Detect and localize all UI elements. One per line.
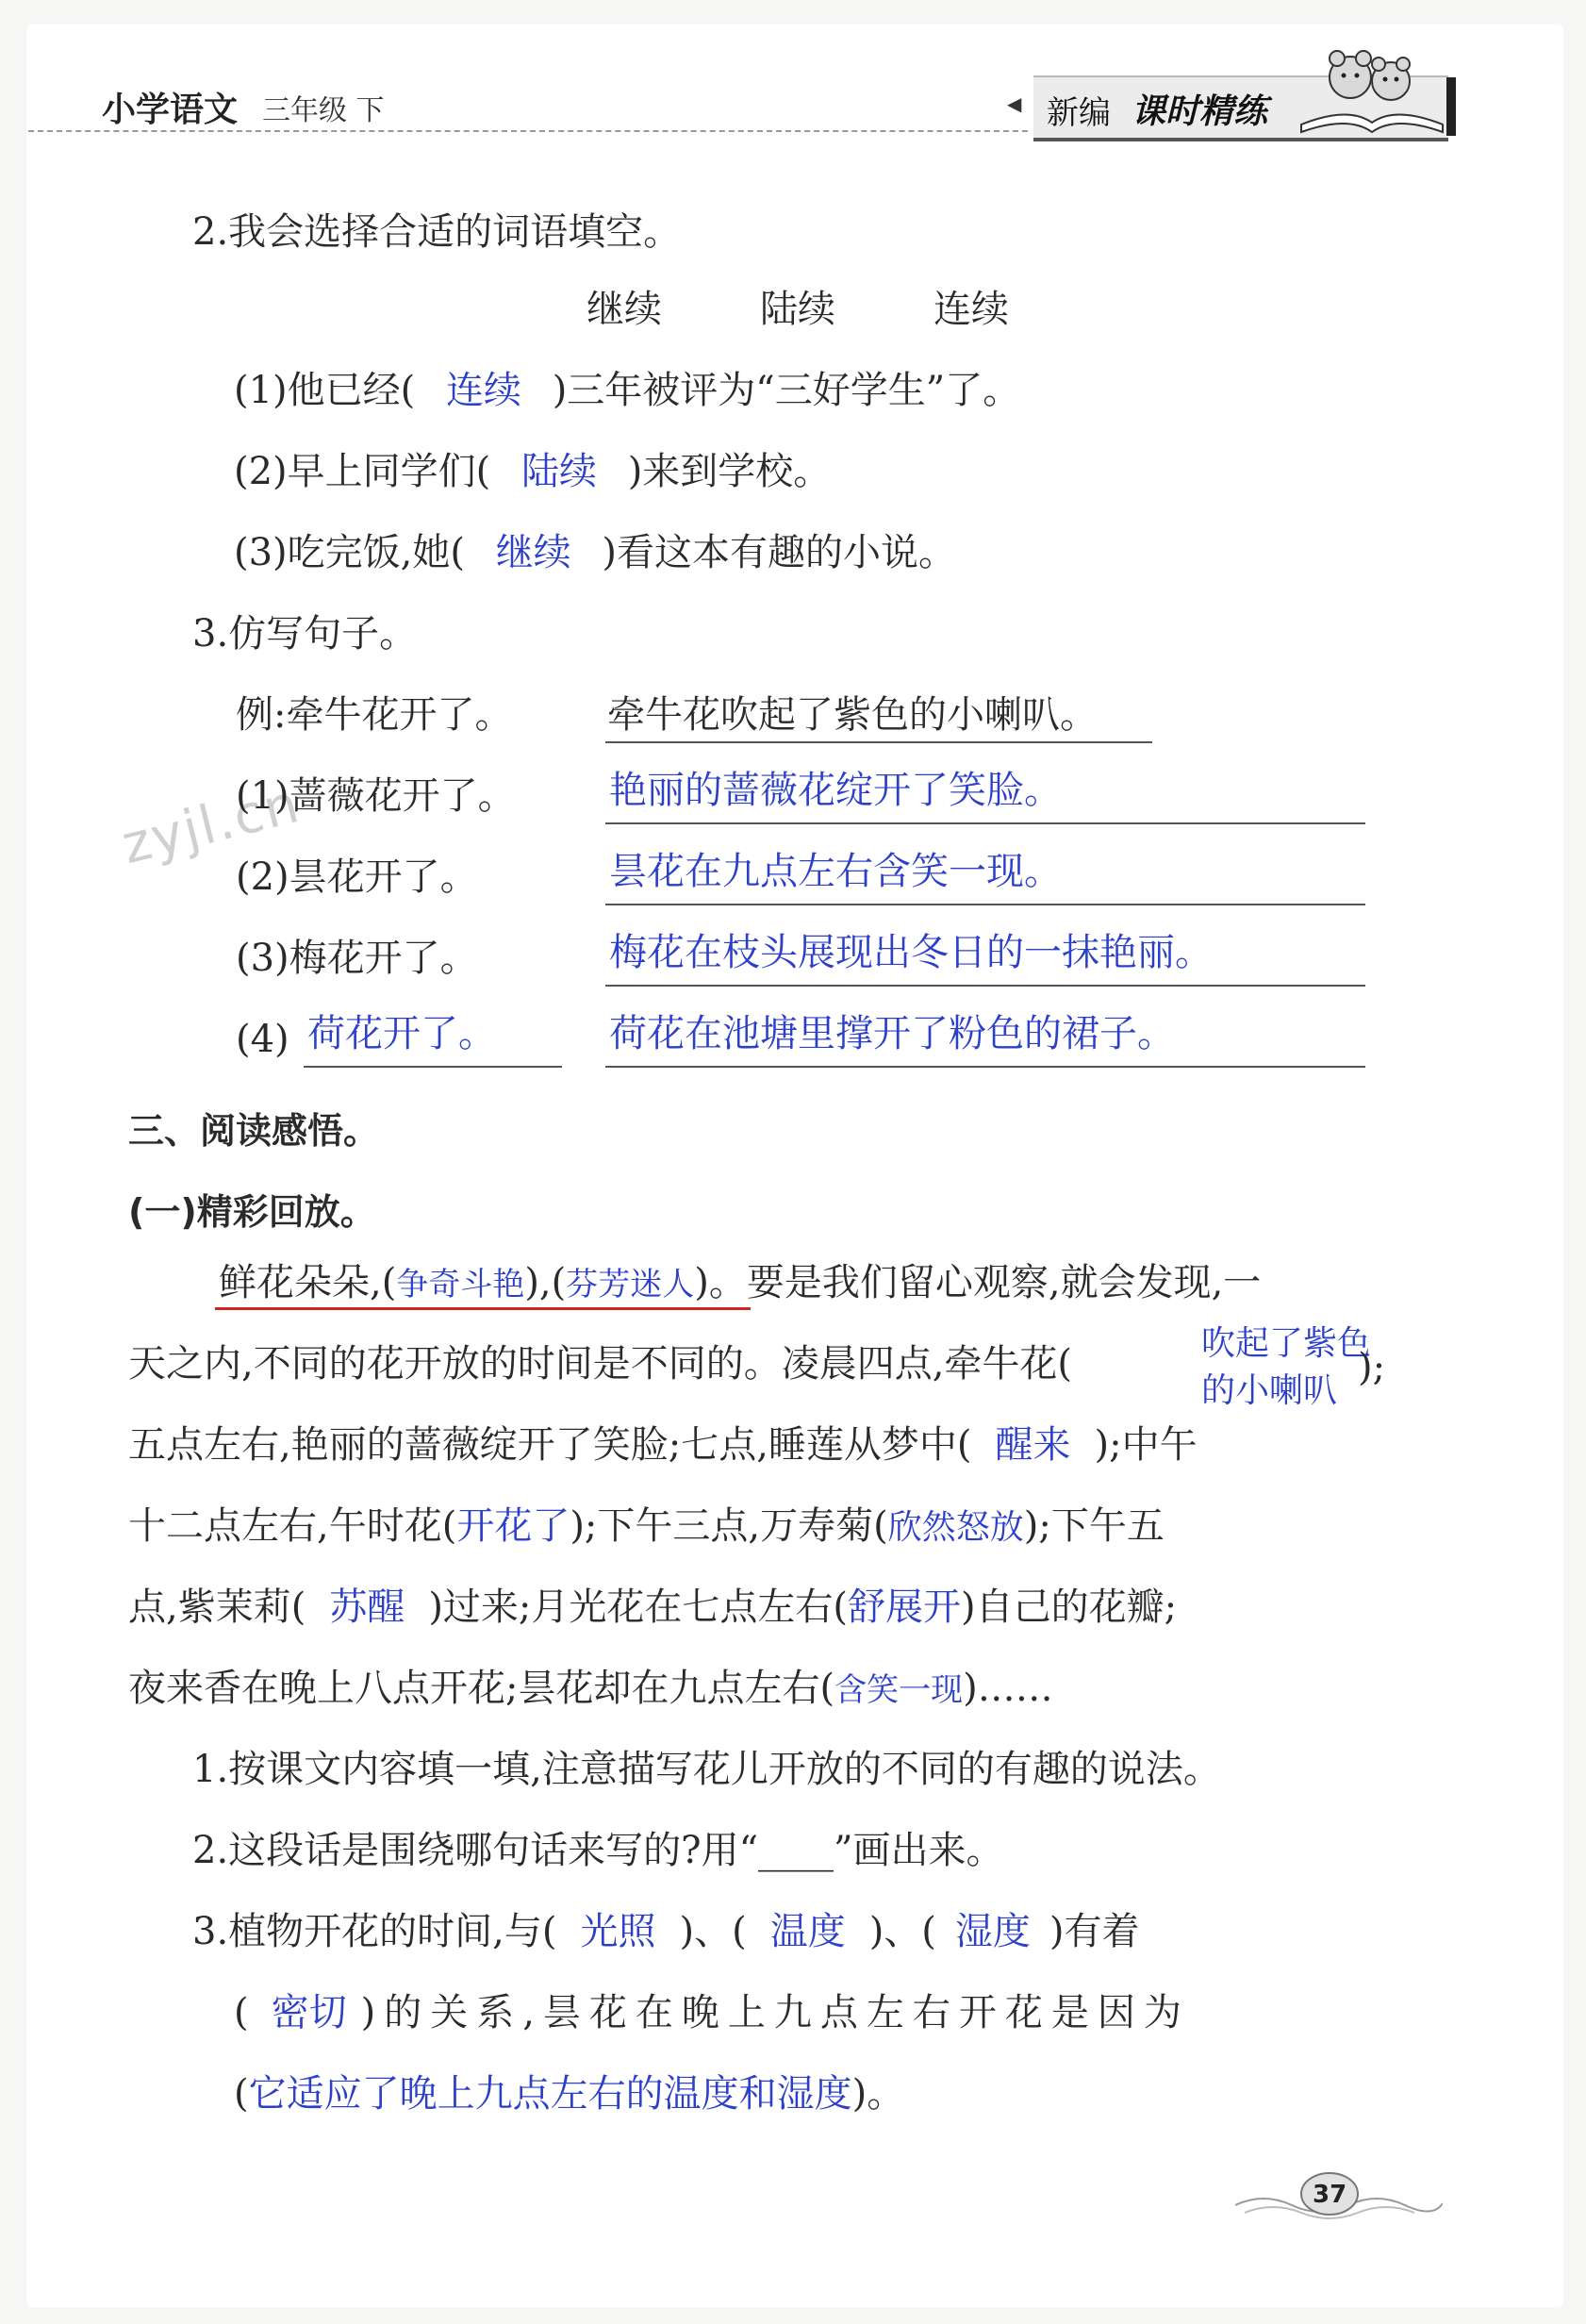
passage-l4-b: );下午三点,万寿菊( [570, 1504, 888, 1548]
passage-fill-zhengqidouyan[interactable]: 争奇斗艳 [396, 1266, 525, 1303]
passage-fill-shuzhankai[interactable]: 舒展开 [848, 1585, 962, 1629]
q2-item-2-text [234, 450, 832, 493]
passage-line-3 [128, 1423, 1198, 1467]
q3-item-4-line [605, 1066, 1365, 1068]
q2-item-3-suffix: )看这本有趣的小说。 [602, 531, 957, 574]
passage-fill-kaihuale[interactable]: 开花了 [456, 1504, 570, 1548]
section-3-title: 三、阅读感悟。 [128, 1110, 380, 1152]
q2-item-1-text [234, 369, 1021, 412]
passage-l1-a: 鲜花朵朵,( [219, 1261, 397, 1304]
passage-l6-b: )…… [963, 1667, 1053, 1710]
passage-line-5 [128, 1585, 1178, 1629]
q2-item-2-answer[interactable]: 陆续 [520, 450, 597, 493]
series-prefix: 新编 [1047, 94, 1111, 132]
word-option-1: 继续 [586, 288, 662, 331]
passage-fill-suxing[interactable]: 苏醒 [329, 1585, 405, 1629]
q2-item-1-prefix: (1)他已经( [234, 369, 416, 412]
rq3-fill-guangzhao[interactable]: 光照 [580, 1910, 656, 1953]
reading-q1: 1.按课文内容填一填,注意描写花儿开放的不同的有趣的说法。 [192, 1748, 1221, 1791]
passage-l1-b: ),( [524, 1261, 567, 1304]
passage-l6-a: 夜来香在晚上八点开花;昙花却在九点左右( [128, 1667, 835, 1710]
q3-item-1-answer[interactable]: 艳丽的蔷薇花绽开了笑脸。 [609, 769, 1062, 812]
rq3-fill-shidu[interactable]: 湿度 [954, 1910, 1031, 1953]
workbook-page [26, 25, 1563, 2307]
word-option-3: 连续 [933, 288, 1009, 331]
passage-fill-morning-glory-2[interactable]: 的小喇叭 [1201, 1371, 1338, 1410]
header-dashed-line [28, 130, 1028, 132]
rq3-fill-wendu[interactable]: 温度 [769, 1910, 846, 1953]
q2-item-3-text [234, 531, 957, 574]
q3-item-3-line [605, 985, 1365, 987]
rq3-d: )有着 [1049, 1910, 1140, 1953]
q2-item-3-answer[interactable]: 继续 [495, 531, 571, 574]
passage-line-2 [128, 1342, 1073, 1386]
q2-item-2-prefix: (2)早上同学们( [234, 450, 491, 493]
passage-l1-c: )。要是我们留心观察,就会发现,一 [694, 1261, 1262, 1304]
banner-end-bar [1446, 77, 1456, 136]
q3-title: 3.仿写句子。 [192, 612, 418, 656]
passage-l3-a: 五点左右,艳丽的蔷薇绽开了笑脸;七点,睡莲从梦中( [128, 1423, 972, 1467]
passage-l4-c: );下午五 [1023, 1504, 1165, 1548]
passage-fill-morning-glory-1[interactable]: 吹起了紫色 [1201, 1324, 1372, 1363]
rq3-fill-reason[interactable]: 它适应了晚上九点左右的温度和湿度 [248, 2072, 852, 2116]
q3-example-answer: 牵牛花吹起了紫色的小喇叭。 [607, 693, 1098, 737]
q2-item-3-prefix: (3)吃完饭,她( [234, 531, 465, 574]
passage-fill-hanxiaoyixian[interactable]: 含笑一现 [834, 1671, 964, 1709]
q3-item-3-prompt: (3)梅花开了。 [236, 937, 478, 980]
q3-item-2-answer[interactable]: 昙花在九点左右含笑一现。 [609, 850, 1062, 893]
q3-item-1-prompt: (1)蔷薇花开了。 [236, 774, 516, 818]
rq3-a: 3.植物开花的时间,与( [192, 1910, 557, 1953]
q3-item-2-prompt: (2)昙花开了。 [236, 855, 478, 899]
passage-line-4 [128, 1504, 1165, 1548]
passage-l3-b: );中午 [1094, 1423, 1198, 1467]
passage-l4-a: 十二点左右,午时花( [128, 1504, 457, 1548]
q3-item-2-line [605, 904, 1365, 905]
reading-q3-line-3 [234, 2072, 905, 2116]
passage-line-1 [219, 1261, 1262, 1304]
page-number: 37 [1313, 2181, 1347, 2209]
passage-l5-a: 点,紫茉莉( [128, 1585, 306, 1629]
section-3-subtitle: (一)精彩回放。 [128, 1191, 376, 1233]
rq3-c: )、( [868, 1910, 936, 1953]
rq3-fill-miqie[interactable]: 密切 [271, 1991, 347, 2034]
watermark: zyjl.cn [115, 772, 306, 877]
topic-sentence-red-underline [215, 1307, 751, 1310]
q2-title: 2.我会选择合适的词语填空。 [192, 210, 682, 254]
q3-item-3-answer[interactable]: 梅花在枝头展现出冬日的一抹艳丽。 [609, 931, 1213, 974]
q3-example-line [605, 741, 1152, 743]
passage-fill-fenfangmiren[interactable]: 芬芳迷人 [566, 1266, 695, 1303]
rq3-e: ( [234, 1991, 257, 2034]
q3-item-4-number: (4) [236, 1018, 289, 1061]
q3-item-4-prompt-fill[interactable]: 荷花开了。 [307, 1012, 496, 1055]
rq3-h: ( [234, 2072, 249, 2116]
q3-item-4-answer[interactable]: 荷花在池塘里撑开了粉色的裙子。 [609, 1012, 1175, 1055]
q3-item-1-line [605, 822, 1365, 824]
rq3-g: )的关系,昙花在晚上九点左右开花是因为 [360, 1991, 1190, 2034]
passage-l2-a: 天之内,不同的花开放的时间是不同的。凌晨四点,牵牛花( [128, 1342, 1073, 1386]
rq3-b: )、( [679, 1910, 747, 1953]
passage-l2-close: ); [1358, 1346, 1386, 1389]
word-option-2: 陆续 [760, 288, 835, 331]
q3-example-prompt: 例:牵牛花开了。 [236, 693, 513, 737]
grade-label: 三年级 下 [262, 94, 385, 127]
q2-item-1-suffix: )三年被评为“三好学生”了。 [552, 369, 1021, 412]
series-name: 课时精练 [1132, 91, 1268, 131]
passage-fill-xinrannufang[interactable]: 欣然怒放 [887, 1508, 1024, 1547]
reading-q3-line-1 [192, 1910, 1140, 1953]
passage-l5-b: )过来;月光花在七点左右( [428, 1585, 849, 1629]
reading-q3-line-2 [234, 1991, 1190, 2034]
header-arrow-icon: ◀ [1007, 92, 1022, 115]
passage-line-6 [128, 1667, 1053, 1710]
passage-l5-c: )自己的花瓣; [961, 1585, 1178, 1629]
q2-item-2-suffix: )来到学校。 [627, 450, 832, 493]
subject-title: 小学语文 [102, 91, 239, 129]
q2-item-1-answer[interactable]: 连续 [445, 369, 521, 412]
bear-reading-icon [1292, 38, 1452, 141]
reading-q2: 2.这段话是围绕哪句话来写的?用“____”画出来。 [192, 1829, 1004, 1872]
passage-fill-xinglai[interactable]: 醒来 [995, 1423, 1071, 1467]
q3-item-4-prompt-line [304, 1066, 562, 1068]
rq3-i: )。 [851, 2072, 905, 2116]
